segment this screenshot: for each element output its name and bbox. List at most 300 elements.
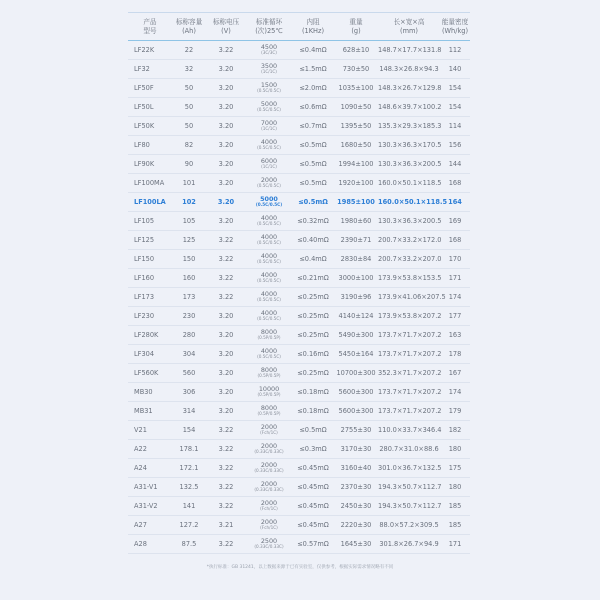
table-row bbox=[128, 174, 470, 193]
cell-dims: 173.9×53.8×207.2 bbox=[378, 307, 440, 326]
cell-capacity: 173 bbox=[172, 288, 206, 307]
cell-voltage: 3.20 bbox=[206, 193, 246, 212]
cell-model: LF150 bbox=[128, 250, 172, 269]
battery-spec-table bbox=[128, 12, 470, 554]
cell-dims: 135.3×29.3×185.3 bbox=[378, 117, 440, 136]
cycle-condition: (1C/1C) bbox=[261, 126, 277, 131]
cell-capacity: 314 bbox=[172, 402, 206, 421]
column-header-title: 长×宽×高 bbox=[393, 17, 425, 26]
cell-capacity: 50 bbox=[172, 98, 206, 117]
cell-cycles bbox=[246, 250, 292, 269]
cell-model: LF105 bbox=[128, 212, 172, 231]
cell-voltage: 3.22 bbox=[206, 421, 246, 440]
cell-voltage: 3.22 bbox=[206, 231, 246, 250]
cell-dims: 301.0×36.7×132.5 bbox=[378, 459, 440, 478]
cell-cycles bbox=[246, 288, 292, 307]
cell-density: 171 bbox=[440, 269, 470, 288]
cell-capacity: 150 bbox=[172, 250, 206, 269]
cell-voltage: 3.22 bbox=[206, 288, 246, 307]
cell-voltage: 3.20 bbox=[206, 60, 246, 79]
cell-density: 178 bbox=[440, 345, 470, 364]
cell-dims: 194.3×50.7×112.7 bbox=[378, 497, 440, 516]
cell-density: 177 bbox=[440, 307, 470, 326]
cell-weight: 2755±30 bbox=[334, 421, 378, 440]
cell-density: 182 bbox=[440, 421, 470, 440]
column-header bbox=[440, 13, 470, 41]
cell-capacity: 82 bbox=[172, 136, 206, 155]
cell-model: A31-V2 bbox=[128, 497, 172, 516]
cycle-condition: (0.5C/0.5C) bbox=[257, 221, 281, 226]
table-row bbox=[128, 345, 470, 364]
cycle-count: 2500 bbox=[260, 536, 278, 545]
table-row bbox=[128, 231, 470, 250]
cell-resistance: ≤0.25mΩ bbox=[292, 326, 334, 345]
column-header bbox=[334, 13, 378, 41]
cycle-condition: (3C/3C) bbox=[261, 50, 277, 55]
column-header-title: 标称电压 bbox=[212, 17, 240, 26]
spec-table-container bbox=[128, 12, 470, 554]
cell-density: 144 bbox=[440, 155, 470, 174]
cycle-count: 2000 bbox=[260, 422, 278, 431]
table-row bbox=[128, 459, 470, 478]
cycle-count: 2000 bbox=[260, 460, 278, 469]
footnote: *执行标准：GB 31241，以上数据来源于已有实验室，仅供参考，根据实际需求情况略有不同 bbox=[206, 565, 394, 570]
cell-voltage: 3.20 bbox=[206, 212, 246, 231]
cell-capacity: 125 bbox=[172, 231, 206, 250]
cell-dims: 148.3×26.8×94.3 bbox=[378, 60, 440, 79]
table-row bbox=[128, 383, 470, 402]
cell-capacity: 560 bbox=[172, 364, 206, 383]
table-row bbox=[128, 60, 470, 79]
cycle-count: 7000 bbox=[260, 118, 278, 127]
cell-dims: 301.8×26.7×94.9 bbox=[378, 535, 440, 554]
cell-density: 114 bbox=[440, 117, 470, 136]
cell-dims: 160.0×50.1×118.5 bbox=[378, 193, 440, 212]
cycle-condition: (0.5P/0.5P) bbox=[257, 373, 281, 378]
cell-resistance: ≤0.45mΩ bbox=[292, 516, 334, 535]
cell-voltage: 3.20 bbox=[206, 174, 246, 193]
cell-cycles bbox=[246, 459, 292, 478]
cycle-condition: (0.5C/0.5C) bbox=[257, 278, 281, 283]
cell-weight: 10700±300 bbox=[334, 364, 378, 383]
table-row bbox=[128, 497, 470, 516]
cell-weight: 3170±30 bbox=[334, 440, 378, 459]
cycle-count: 8000 bbox=[260, 365, 278, 374]
cycle-condition: (0.5C/0.5C) bbox=[257, 88, 281, 93]
cell-weight: 1980±60 bbox=[334, 212, 378, 231]
cell-cycles bbox=[246, 269, 292, 288]
cycle-condition: (Fch/1C) bbox=[260, 430, 278, 435]
cell-capacity: 50 bbox=[172, 79, 206, 98]
cycle-condition: (0.5C/0.5C) bbox=[255, 202, 283, 207]
cell-resistance: ≤0.5mΩ bbox=[292, 136, 334, 155]
cell-cycles bbox=[246, 193, 292, 212]
cell-cycles bbox=[246, 98, 292, 117]
cell-resistance: ≤0.25mΩ bbox=[292, 307, 334, 326]
cell-dims: 173.7×71.7×207.2 bbox=[378, 326, 440, 345]
cell-weight: 2830±84 bbox=[334, 250, 378, 269]
cell-dims: 110.0×33.7×346.4 bbox=[378, 421, 440, 440]
cell-density: 164 bbox=[440, 193, 470, 212]
cell-dims: 160.0×50.1×118.5 bbox=[378, 174, 440, 193]
cycle-condition: (1C/1C) bbox=[261, 164, 277, 169]
cell-resistance: ≤0.7mΩ bbox=[292, 117, 334, 136]
cycle-condition: (0.5C/0.5C) bbox=[257, 259, 281, 264]
cell-voltage: 3.20 bbox=[206, 117, 246, 136]
cell-weight: 2370±30 bbox=[334, 478, 378, 497]
cell-cycles bbox=[246, 402, 292, 421]
cell-voltage: 3.22 bbox=[206, 269, 246, 288]
cell-resistance: ≤0.5mΩ bbox=[292, 421, 334, 440]
table-row bbox=[128, 364, 470, 383]
cell-resistance: ≤0.25mΩ bbox=[292, 364, 334, 383]
cell-dims: 173.7×71.7×207.2 bbox=[378, 345, 440, 364]
cell-model: LF173 bbox=[128, 288, 172, 307]
cell-resistance: ≤0.5mΩ bbox=[292, 155, 334, 174]
cell-resistance: ≤0.4mΩ bbox=[292, 250, 334, 269]
cell-voltage: 3.20 bbox=[206, 326, 246, 345]
cell-weight: 1090±50 bbox=[334, 98, 378, 117]
cell-cycles bbox=[246, 117, 292, 136]
table-row bbox=[128, 155, 470, 174]
cell-voltage: 3.22 bbox=[206, 478, 246, 497]
cell-dims: 352.3×71.7×207.2 bbox=[378, 364, 440, 383]
cycle-count: 2000 bbox=[260, 479, 278, 488]
cell-cycles bbox=[246, 307, 292, 326]
cycle-count: 2000 bbox=[260, 175, 278, 184]
cell-voltage: 3.20 bbox=[206, 383, 246, 402]
table-row bbox=[128, 421, 470, 440]
cycle-condition: (0.5C/0.5C) bbox=[257, 316, 281, 321]
cell-density: 185 bbox=[440, 497, 470, 516]
cell-weight: 3000±100 bbox=[334, 269, 378, 288]
cell-resistance: ≤1.5mΩ bbox=[292, 60, 334, 79]
cell-cycles bbox=[246, 41, 292, 60]
cell-voltage: 3.22 bbox=[206, 250, 246, 269]
cell-model: LF22K bbox=[128, 41, 172, 60]
cell-weight: 5600±300 bbox=[334, 402, 378, 421]
cell-density: 168 bbox=[440, 174, 470, 193]
cell-weight: 1645±30 bbox=[334, 535, 378, 554]
column-header-unit: (Wh/kg) bbox=[441, 26, 469, 35]
table-row bbox=[128, 326, 470, 345]
cycle-condition: (0.5C/0.5C) bbox=[257, 145, 281, 150]
cell-cycles bbox=[246, 345, 292, 364]
cell-model: LF50L bbox=[128, 98, 172, 117]
cell-density: 168 bbox=[440, 231, 470, 250]
cycle-condition: (0.5C/0.5C) bbox=[257, 183, 281, 188]
cell-dims: 194.3×50.7×112.7 bbox=[378, 478, 440, 497]
table-row bbox=[128, 250, 470, 269]
cell-model: A27 bbox=[128, 516, 172, 535]
table-row bbox=[128, 136, 470, 155]
cell-capacity: 132.5 bbox=[172, 478, 206, 497]
cell-model: LF50F bbox=[128, 79, 172, 98]
cell-model: LF304 bbox=[128, 345, 172, 364]
cycle-count: 4000 bbox=[260, 270, 278, 279]
cell-resistance: ≤0.3mΩ bbox=[292, 440, 334, 459]
cycle-condition: (0.5P/0.5P) bbox=[257, 335, 281, 340]
cell-weight: 2220±30 bbox=[334, 516, 378, 535]
cycle-condition: (0.33C/0.33C) bbox=[254, 544, 284, 549]
cell-weight: 628±10 bbox=[334, 41, 378, 60]
cell-density: 163 bbox=[440, 326, 470, 345]
cycle-condition: (Fch/1C) bbox=[260, 506, 278, 511]
cycle-count: 6000 bbox=[260, 156, 278, 165]
table-row bbox=[128, 516, 470, 535]
cycle-condition: (0.5C/0.5C) bbox=[257, 107, 281, 112]
cycle-condition: (0.5P/0.5P) bbox=[257, 411, 281, 416]
cycle-count: 4000 bbox=[260, 251, 278, 260]
cell-capacity: 32 bbox=[172, 60, 206, 79]
cell-capacity: 102 bbox=[172, 193, 206, 212]
cell-cycles bbox=[246, 155, 292, 174]
cycle-count: 2000 bbox=[260, 498, 278, 507]
cell-capacity: 304 bbox=[172, 345, 206, 364]
cell-cycles bbox=[246, 231, 292, 250]
cell-model: LF160 bbox=[128, 269, 172, 288]
cell-density: 156 bbox=[440, 136, 470, 155]
cell-dims: 173.9×41.06×207.5 bbox=[378, 288, 440, 307]
cell-model: LF230 bbox=[128, 307, 172, 326]
column-header-unit: (1KHz) bbox=[301, 26, 325, 35]
cycle-count: 2000 bbox=[260, 517, 278, 526]
cell-voltage: 3.20 bbox=[206, 345, 246, 364]
table-row bbox=[128, 269, 470, 288]
cell-resistance: ≤0.45mΩ bbox=[292, 497, 334, 516]
cell-voltage: 3.20 bbox=[206, 402, 246, 421]
cell-model: V21 bbox=[128, 421, 172, 440]
cell-resistance: ≤0.18mΩ bbox=[292, 402, 334, 421]
cell-density: 169 bbox=[440, 212, 470, 231]
cell-capacity: 154 bbox=[172, 421, 206, 440]
column-header-title: 重量 bbox=[349, 17, 363, 26]
cell-model: MB30 bbox=[128, 383, 172, 402]
table-row bbox=[128, 478, 470, 497]
table-row bbox=[128, 98, 470, 117]
table-row bbox=[128, 440, 470, 459]
cell-dims: 130.3×36.3×200.5 bbox=[378, 212, 440, 231]
table-row bbox=[128, 402, 470, 421]
column-header bbox=[128, 13, 172, 41]
cell-resistance: ≤0.21mΩ bbox=[292, 269, 334, 288]
table-body bbox=[128, 41, 470, 554]
cell-model: LF32 bbox=[128, 60, 172, 79]
cell-cycles bbox=[246, 174, 292, 193]
cell-resistance: ≤0.16mΩ bbox=[292, 345, 334, 364]
column-header-title: 内阻 bbox=[306, 17, 320, 26]
cycle-count: 4000 bbox=[260, 137, 278, 146]
cycle-count: 4500 bbox=[260, 42, 278, 51]
cell-resistance: ≤0.6mΩ bbox=[292, 98, 334, 117]
table-header-row bbox=[128, 13, 470, 41]
cell-weight: 1994±100 bbox=[334, 155, 378, 174]
cell-density: 154 bbox=[440, 79, 470, 98]
cell-weight: 5490±300 bbox=[334, 326, 378, 345]
cell-voltage: 3.20 bbox=[206, 98, 246, 117]
cell-dims: 280.7×31.0×88.6 bbox=[378, 440, 440, 459]
cell-density: 112 bbox=[440, 41, 470, 60]
cell-resistance: ≤0.4mΩ bbox=[292, 41, 334, 60]
cell-density: 180 bbox=[440, 478, 470, 497]
cell-cycles bbox=[246, 60, 292, 79]
cell-resistance: ≤0.45mΩ bbox=[292, 478, 334, 497]
column-header-unit: (mm) bbox=[400, 26, 418, 35]
cell-density: 174 bbox=[440, 288, 470, 307]
cell-model: LF560K bbox=[128, 364, 172, 383]
cell-voltage: 3.21 bbox=[206, 516, 246, 535]
cell-capacity: 22 bbox=[172, 41, 206, 60]
cell-model: MB31 bbox=[128, 402, 172, 421]
cell-dims: 173.9×53.8×153.5 bbox=[378, 269, 440, 288]
column-header-unit: (g) bbox=[351, 26, 361, 35]
cell-voltage: 3.22 bbox=[206, 459, 246, 478]
column-header-title: 产品 bbox=[143, 17, 157, 26]
cell-voltage: 3.20 bbox=[206, 364, 246, 383]
cycle-count: 4000 bbox=[260, 308, 278, 317]
cell-density: 174 bbox=[440, 383, 470, 402]
cell-weight: 1035±100 bbox=[334, 79, 378, 98]
cycle-count: 5000 bbox=[260, 99, 278, 108]
cell-capacity: 105 bbox=[172, 212, 206, 231]
cell-capacity: 50 bbox=[172, 117, 206, 136]
cell-dims: 148.3×26.7×129.8 bbox=[378, 79, 440, 98]
cycle-condition: (0.5P/0.5P) bbox=[257, 392, 281, 397]
cell-capacity: 141 bbox=[172, 497, 206, 516]
cell-dims: 200.7×33.2×172.0 bbox=[378, 231, 440, 250]
cycle-condition: (Fch/1C) bbox=[260, 525, 278, 530]
cell-dims: 130.3×36.3×200.5 bbox=[378, 155, 440, 174]
cycle-condition: (0.5C/0.5C) bbox=[257, 297, 281, 302]
cell-dims: 173.7×71.7×207.2 bbox=[378, 383, 440, 402]
cell-dims: 173.7×71.7×207.2 bbox=[378, 402, 440, 421]
cell-model: LF50K bbox=[128, 117, 172, 136]
cell-weight: 1985±100 bbox=[334, 193, 378, 212]
table-row bbox=[128, 288, 470, 307]
cell-density: 179 bbox=[440, 402, 470, 421]
cell-cycles bbox=[246, 535, 292, 554]
column-header-unit: (Ah) bbox=[182, 26, 196, 35]
cell-resistance: ≤2.0mΩ bbox=[292, 79, 334, 98]
cell-voltage: 3.22 bbox=[206, 497, 246, 516]
cell-cycles bbox=[246, 421, 292, 440]
column-header-title: 标称容量 bbox=[175, 17, 203, 26]
column-header-unit: 型号 bbox=[143, 26, 157, 35]
cell-density: 167 bbox=[440, 364, 470, 383]
cell-capacity: 172.1 bbox=[172, 459, 206, 478]
cell-voltage: 3.22 bbox=[206, 440, 246, 459]
cell-model: A31-V1 bbox=[128, 478, 172, 497]
table-row bbox=[128, 307, 470, 326]
cell-model: A28 bbox=[128, 535, 172, 554]
cell-density: 170 bbox=[440, 250, 470, 269]
column-header-title: 标准循环 bbox=[255, 17, 283, 26]
cycle-count: 4000 bbox=[260, 232, 278, 241]
cycle-count: 5000 bbox=[260, 194, 278, 203]
cell-density: 171 bbox=[440, 535, 470, 554]
cycle-count: 4000 bbox=[260, 289, 278, 298]
cell-model: A24 bbox=[128, 459, 172, 478]
cycle-count: 3500 bbox=[260, 61, 278, 70]
cell-weight: 5450±164 bbox=[334, 345, 378, 364]
cycle-count: 2000 bbox=[260, 441, 278, 450]
cell-model: A22 bbox=[128, 440, 172, 459]
cell-cycles bbox=[246, 136, 292, 155]
cell-cycles bbox=[246, 326, 292, 345]
cell-resistance: ≤0.18mΩ bbox=[292, 383, 334, 402]
column-header bbox=[172, 13, 206, 41]
column-header bbox=[292, 13, 334, 41]
cell-dims: 148.6×39.7×100.2 bbox=[378, 98, 440, 117]
cycle-condition: (0.5C/0.5C) bbox=[257, 354, 281, 359]
column-header-unit: (次)25℃ bbox=[255, 26, 283, 35]
column-header bbox=[246, 13, 292, 41]
cycle-count: 8000 bbox=[260, 327, 278, 336]
cell-weight: 3190±96 bbox=[334, 288, 378, 307]
cell-cycles bbox=[246, 212, 292, 231]
cell-voltage: 3.20 bbox=[206, 155, 246, 174]
cycle-count: 4000 bbox=[260, 346, 278, 355]
cell-capacity: 101 bbox=[172, 174, 206, 193]
table-row bbox=[128, 79, 470, 98]
cycle-condition: (0.33C/0.33C) bbox=[254, 449, 284, 454]
cell-cycles bbox=[246, 440, 292, 459]
cycle-count: 4000 bbox=[260, 213, 278, 222]
table-row bbox=[128, 535, 470, 554]
cell-dims: 130.3×36.3×170.5 bbox=[378, 136, 440, 155]
cell-density: 180 bbox=[440, 440, 470, 459]
cell-model: LF125 bbox=[128, 231, 172, 250]
cycle-count: 8000 bbox=[260, 403, 278, 412]
column-header bbox=[206, 13, 246, 41]
cycle-condition: (0.33C/0.33C) bbox=[254, 468, 284, 473]
cell-density: 154 bbox=[440, 98, 470, 117]
cell-weight: 2390±71 bbox=[334, 231, 378, 250]
table-row bbox=[128, 212, 470, 231]
cycle-condition: (0.33C/0.33C) bbox=[254, 487, 284, 492]
column-header-unit: (V) bbox=[221, 26, 231, 35]
cycle-count: 1500 bbox=[260, 80, 278, 89]
cell-resistance: ≤0.32mΩ bbox=[292, 212, 334, 231]
cell-capacity: 127.2 bbox=[172, 516, 206, 535]
cell-weight: 1680±50 bbox=[334, 136, 378, 155]
cell-voltage: 3.20 bbox=[206, 136, 246, 155]
cell-resistance: ≤0.5mΩ bbox=[292, 174, 334, 193]
cycle-condition: (0.5C/0.5C) bbox=[257, 240, 281, 245]
table-row bbox=[128, 41, 470, 60]
cell-weight: 1920±100 bbox=[334, 174, 378, 193]
cell-weight: 730±50 bbox=[334, 60, 378, 79]
cell-capacity: 280 bbox=[172, 326, 206, 345]
cell-weight: 2450±30 bbox=[334, 497, 378, 516]
cell-density: 140 bbox=[440, 60, 470, 79]
cell-density: 175 bbox=[440, 459, 470, 478]
column-header bbox=[378, 13, 440, 41]
cell-cycles bbox=[246, 383, 292, 402]
cell-weight: 1395±50 bbox=[334, 117, 378, 136]
cell-model: LF100MA bbox=[128, 174, 172, 193]
cell-model: LF280K bbox=[128, 326, 172, 345]
cell-voltage: 3.20 bbox=[206, 79, 246, 98]
cell-capacity: 230 bbox=[172, 307, 206, 326]
cell-voltage: 3.22 bbox=[206, 535, 246, 554]
cell-capacity: 90 bbox=[172, 155, 206, 174]
cell-resistance: ≤0.25mΩ bbox=[292, 288, 334, 307]
cell-weight: 3160±40 bbox=[334, 459, 378, 478]
cycle-count: 10000 bbox=[258, 384, 280, 393]
cell-dims: 200.7×33.2×207.0 bbox=[378, 250, 440, 269]
cell-capacity: 178.1 bbox=[172, 440, 206, 459]
